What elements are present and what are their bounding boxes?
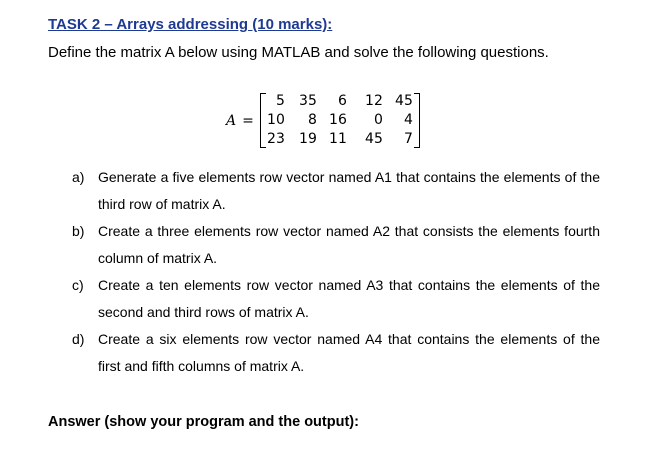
question-letter: d)	[72, 331, 85, 347]
matrix-cell: 10	[267, 112, 285, 128]
matrix-cell: 23	[267, 131, 285, 147]
matrix-cell: 0	[373, 112, 383, 128]
left-bracket	[260, 93, 266, 148]
equals-sign: =	[242, 112, 254, 129]
question-letter: a)	[72, 169, 85, 185]
question-item	[72, 326, 612, 380]
matrix-cell: 5	[275, 93, 285, 109]
matrix-cell: 12	[365, 93, 383, 109]
matrix-cell: 4	[403, 112, 413, 128]
question-letter: b)	[72, 223, 85, 239]
matrix-cell: 7	[403, 131, 413, 147]
matrix-cell: 8	[307, 112, 317, 128]
question-text: Generate a five elements row vector named A1 that contains the elements of the third row of matrix A.	[98, 169, 600, 212]
question-text: Create a ten elements row vector named A3 that contains the elements of the second and third rows of matrix A.	[98, 277, 600, 320]
task-title: TASK 2 – Arrays addressing (10 marks):	[48, 16, 333, 33]
matrix-cell: 6	[337, 93, 347, 109]
answer-prompt: Answer (show your program and the output):	[48, 414, 359, 430]
question-list	[72, 164, 612, 380]
matrix-equation	[226, 92, 420, 149]
matrix-cell: 16	[329, 112, 347, 128]
question-item	[72, 164, 612, 218]
question-item	[72, 272, 612, 326]
question-letter: c)	[72, 277, 84, 293]
matrix-cell: 19	[299, 131, 317, 147]
matrix-grid	[260, 92, 420, 149]
question-text: Create a three elements row vector named A2 that consists the elements fourth column of matrix A.	[98, 223, 600, 266]
matrix-cell: 45	[395, 93, 413, 109]
matrix-cell: 35	[299, 93, 317, 109]
matrix-cell: 11	[329, 131, 347, 147]
matrix-variable: A	[226, 112, 237, 129]
right-bracket	[414, 93, 420, 148]
question-item	[72, 218, 612, 272]
intro-text: Define the matrix A below using MATLAB and solve the following questions.	[48, 44, 549, 61]
matrix-cell: 45	[365, 131, 383, 147]
question-text: Create a six elements row vector named A4 that contains the elements of the first and fifth columns of matrix A.	[98, 331, 600, 374]
